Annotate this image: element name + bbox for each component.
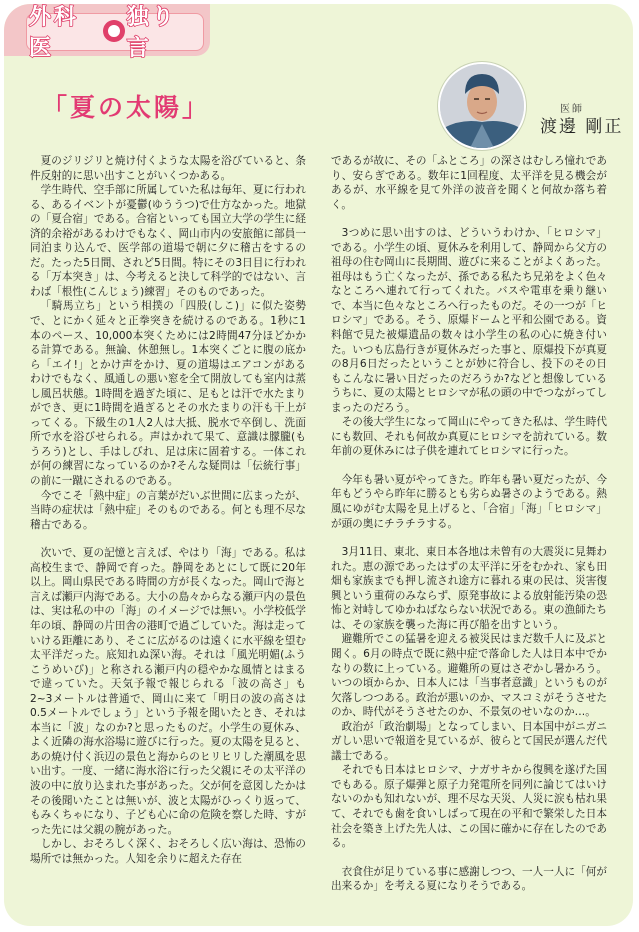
paragraph: 避難所でこの猛暑を迎える被災民はまだ数千人に及ぶと聞く。6月の時点で既に熱中症で落命した人は日本中でかなりの数に上っている。避難所の夏はさぞかし暑かろう。いつの頃からか、日本人には「当事者意識」というものが欠落しつつある。政治が悪いのか、マスコミがそうさせたのか、時代がそうさせたのか、不景気のせいなのか…。 <box>331 633 607 719</box>
paragraph: 「騎馬立ち」という相撲の「四股(しこ)」に似た姿勢で、とにかく延々と正拳突きを続けるのである。1秒に1本のペース、10,000本突くためには2時間47分ほどかかる計算である。無論、休憩無し。1本突くごとに腹の底から「エイ!」とかけ声をかけ、夏の道場はエアコンがあるわけでもなく、風通しの悪い窓を全て開放しても室内は蒸し風呂状態。1時間を過ぎた頃に、足もとは汗で水たまりができ、更に1時間を過ぎるとその水たまりの汗も干上がってくる。下級生の1人2人は大抵、脱水で卒倒し、洗面所で水を浴びせられる。声はかれて果て、意識は朦朧(もうろう)とし、手はしびれ、足は床に固着する。一体これが何の練習になっているのか?そんな疑問は「伝統行事」の前に一蹴にされるのである。 <box>30 300 306 488</box>
title-suffix: 独り言 <box>126 5 177 61</box>
left-column <box>30 154 306 866</box>
paragraph-gap <box>331 212 607 226</box>
article-page <box>4 4 633 926</box>
paragraph: 今年も暑い夏がやってきた。昨年も暑い夏だったが、今年もどうやら昨年に勝るとも劣らぬ暑さのようである。熱風にゆがむ太陽を見上げると、「合宿」「海」「ヒロシマ」が頭の奥にチラチラする。 <box>331 473 607 530</box>
paragraph: 学生時代、空手部に所属していた私は毎年、夏に行われる、あるイベントが憂鬱(ゆううつ)で仕方なかった。地獄の「夏合宿」である。合宿といっても国立大学の学生に経済的余裕があるわけでもなく、岡山市内の安旅館に部員一同泊まり込んで、医学部の道場で朝に夕に稽古をするのだ。たった5日間、されど5日間。特にその3日目に行われる「万本突き」は、今考えると決して科学的ではない、言わば「根性(こんじょう)練習」そのものであった。 <box>30 184 306 298</box>
paragraph: 今でこそ「熱中症」の言葉がだいぶ世間に広まったが、当時の症状は「熱中症」そのものである。何とも理不尽な稽古である。 <box>30 489 306 531</box>
paragraph: 夏のジリジリと焼け付くような太陽を浴びていると、条件反射的に思い出すことがいくつかある。 <box>30 155 306 182</box>
article-headline: 「夏の太陽」 <box>42 93 211 122</box>
paragraph-gap <box>331 851 607 865</box>
author-name: 渡邊 剛正 <box>540 117 624 137</box>
paragraph: 3月11日、東北、東日本各地は未曾有の大震災に見舞われた。恵の源であったはずの太平洋に牙をむかれ、家も田畑も家族までも押し流され途方に暮れる東の民は、災害復興という重荷のみならず、原発事故による放射能汚染の恐怖と対峙してゆかねばならない状況である。東の漁師たちは、その家族を襲った海に再び船を出すという。 <box>331 546 607 631</box>
ring-mark-icon <box>103 20 125 42</box>
title-prefix: 外科医 <box>29 5 80 61</box>
author-photo <box>438 62 526 150</box>
paragraph: しかし、おそろしく深く、おそろしく広い海は、恐怖の場所では無かった。人知を余りに超えた存在 <box>30 838 306 865</box>
paragraph: 3つめに思い出すのは、どういうわけか、「ヒロシマ」である。小学生の頃、夏休みを利用して、静岡から父方の祖母の住む岡山に長期間、遊びに来ることがよくあった。祖母はもう亡くなったが、孫である私たち兄弟をよく色々なところへ連れて行ってくれた。バスや電車を乗り継いで、本当に色々なところへ行ったものだ。その一つが「ヒロシマ」である。そう、原爆ドームと平和公園である。資料館で見た被爆遺品の数々は小学生の私の心に焼き付いた。いつも広島行きが夏休みだった事と、原爆投下が真夏の8月6日だったということが妙に符合し、投下のその日もこんなに暑い日だったのだろうか?などと想像しているうちに、夏の太陽とヒロシマが私の頭の中でつながってしまったのだろう。 <box>331 227 607 414</box>
paragraph-gap <box>331 531 607 545</box>
author-role: 医師 <box>560 104 584 115</box>
paragraph: 衣食住が足りている事に感謝しつつ、一人一人に「何が出来るか」を考える夏になりそうである。 <box>331 865 607 893</box>
paragraph: であるが故に、その「ふところ」の深さはむしろ憧れであり、安らぎである。数年に1回程度、太平洋を見る機会があるが、水平線を見て外洋の波音を聞くと何故か落ち着く。 <box>331 155 607 211</box>
right-column <box>331 154 607 894</box>
column-title <box>29 5 199 61</box>
paragraph: その後大学生になって岡山にやってきた私は、学生時代にも数回、それも何故か真夏にヒロシマを訪れている。数年前の夏休みには子供を連れてヒロシマに行った。 <box>331 416 607 458</box>
paragraph-gap <box>30 532 306 546</box>
paragraph: それでも日本はヒロシマ、ナガサキから復興を遂げた国でもある。原子爆弾と原子力発電所を同列に論じてはいけないのかも知れないが、理不尽な天災、人災に涙も枯れ果て、それでも歯を食いしばって現在の平和で繁栄した日本社会を築き上げた先人は、この国に確かに存在したのである。 <box>331 764 607 850</box>
paragraph: 政治が「政治劇場」となってしまい、日本国中がニガニガしい思いで報道を見ているが、彼らとて国民が選んだ代議士である。 <box>331 720 607 762</box>
paragraph-gap <box>331 459 607 473</box>
paragraph: 次いで、夏の記憶と言えば、やはり「海」である。私は高校生まで、静岡で育った。静岡をあとにして既に20年以上。岡山県民である時間の方が長くなった。岡山で海と言えば瀬戸内海である。大小の島々からなる瀬戸内の景色は、実は私の中の「海」のイメージでは無い。小学校低学年の頃、静岡の片田舎の港町で過ごしていた。海は走っていける距離にあり、そこに広がるのは遠くに水平線を望む太平洋だった。底知れぬ深い海。それは「風光明媚(ふうこうめいび)」と称される瀬戸内の穏やかな風情とはまるで違っていた。天気予報で報じられる「波の高さ」も2~3メートルは普通で、岡山に来て「明日の波の高さは0.5メートルでしょう」という予報を聞いたとき、それは本当に「波」なのか?と思ったものだ。小学生の夏休み、よく近隣の海水浴場に遊びに行った。夏の太陽を見ると、あの焼け付く浜辺の景色と海からのヒリヒリした潮風を思い出す。一度、一緒に海水浴に行った父親にその太平洋の波の中に放り込まれた事があった。父が何を意図したかはその後聞いたことは無いが、波と太陽がひっくり返って、もみくちゃになり、子ども心に命の危険を察した時、すがった先には父親の腕があった。 <box>30 547 306 836</box>
author-portrait-icon <box>440 64 524 148</box>
